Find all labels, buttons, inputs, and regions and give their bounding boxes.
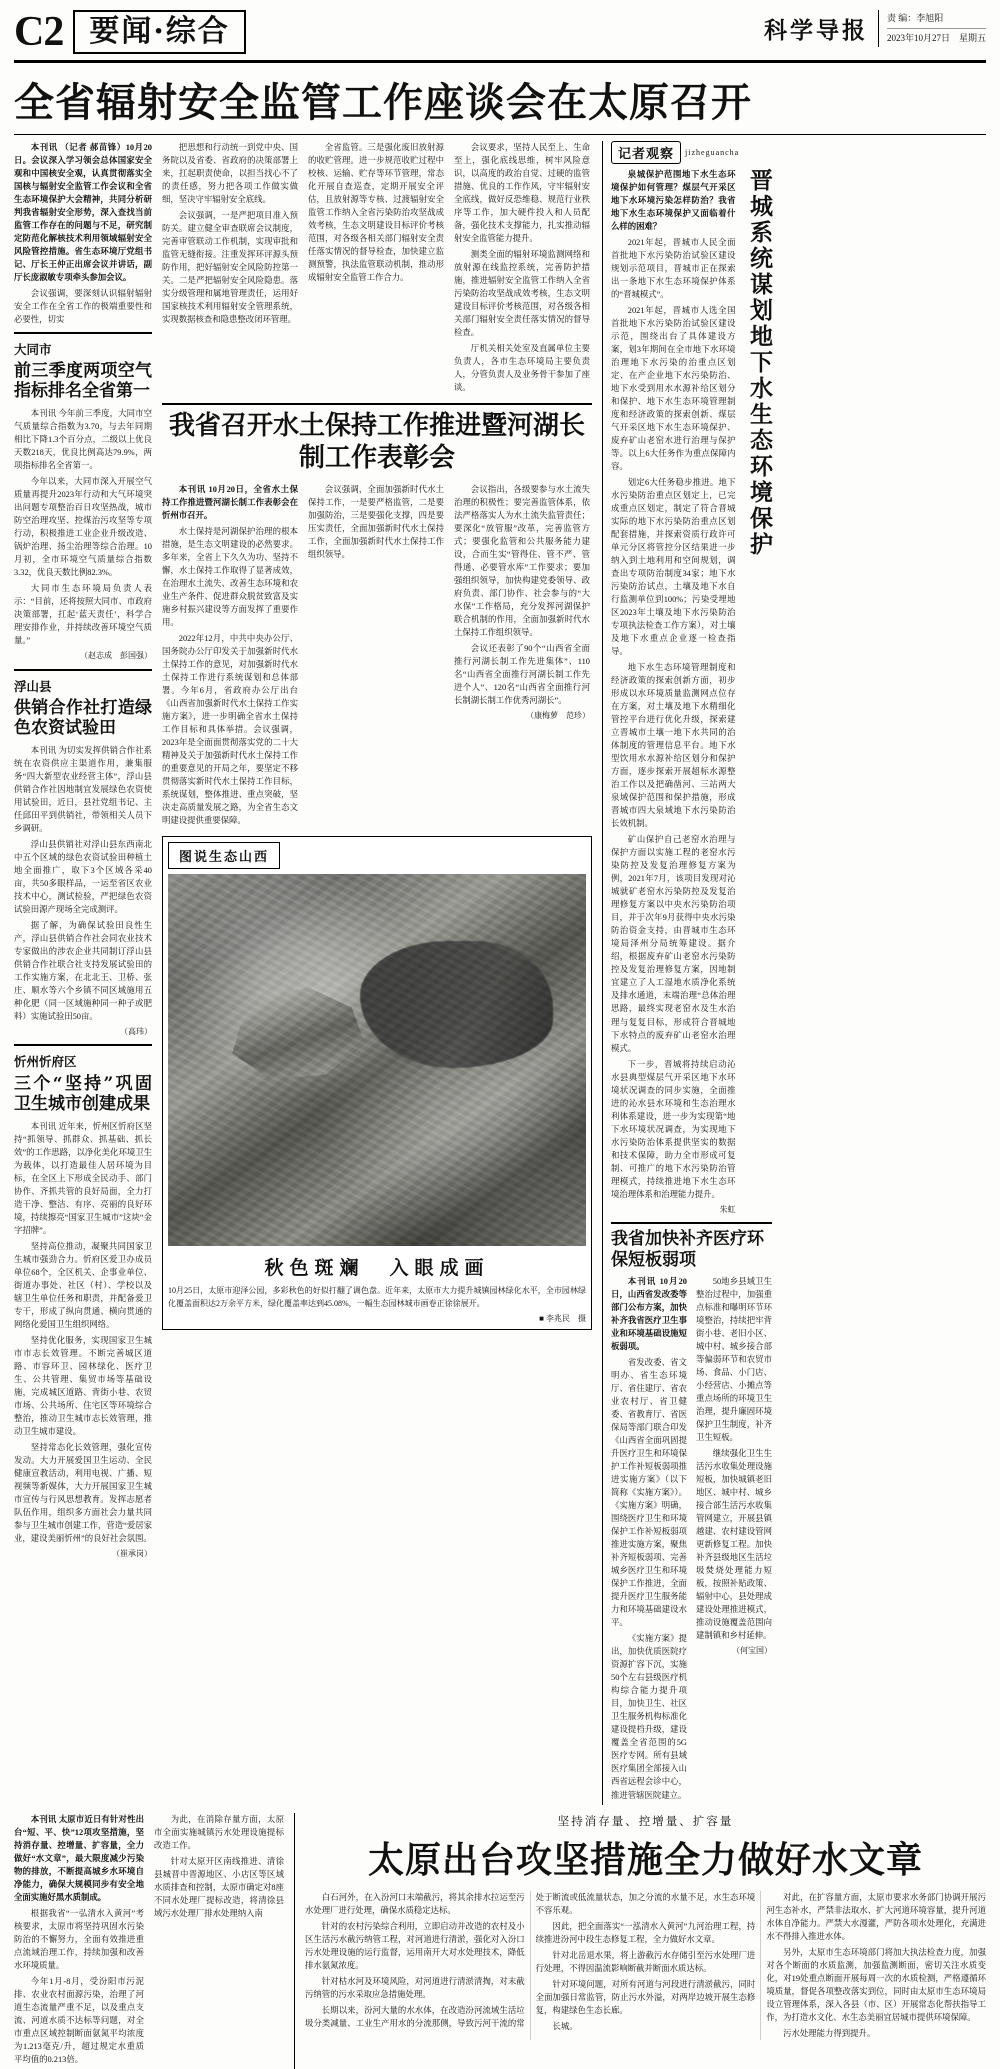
main-story-col2 bbox=[162, 141, 298, 397]
main-story-p7: 测类全面的辐射环境监测网络和放射源在线监控系统，完善防护措施，推进辐射安全监管工作纳入全省污染防治攻坚战成效考核，生态文明建设目标评价考核范围，对各级各相关部门辐射安全责任落实情况的督导检查。 bbox=[454, 249, 590, 337]
fushan-p1: 本刊讯 为切实发挥供销合作社系统在农资供应主渠道作用，兼集服务“四大新型农业经营主体”，浮山县供销合作社因地制宜发展绿色农资使用试验田，近日，县社党组书记、主任邱田平到供销社，带领相关人员下乡调研。 bbox=[14, 745, 152, 833]
photo-tag: 图说生态山西 bbox=[168, 842, 280, 869]
region-label-xinzhou: 忻州忻府区 bbox=[14, 1054, 77, 1070]
bottom-left-p5: 针对太原开区南线推进、清徐县城晋中晋源地区、小店区等区域水质排查和控制，太原市确定对8座不同水处理厂提标改造，将清徐县域污水处理厂排水处理纳入南 bbox=[154, 1856, 284, 1918]
bottom-headline: 太原出台攻坚措施全力做好水文章 bbox=[367, 1838, 923, 1881]
masthead bbox=[14, 10, 986, 63]
photo-image bbox=[168, 874, 586, 1246]
bottom-c6: 针对北岳退水果，将上游截污水存储引至污水处理厂进行处理，不得因温流影响断截并断面水质达标。 bbox=[535, 1950, 756, 1973]
bottom-left-col1 bbox=[14, 1813, 144, 2069]
right-p5: 地下水生态环境管理制度和经济政策的探索创新方面，初步形成以水环境质量监测网点位存在方案，对土壤及地下水精细化管控平台进行优化升级，探索建立晋城市土壤一地下水共同的治体制度的管理信息平台。地下水型饮用水水源补给区划分和保护方面，逐步探索开展超标水源整治工作以及把确凿河、三站两大泉域保护范围和保护措施，形成晋城市四大泉域地下水污染防治长效机制。 bbox=[611, 663, 736, 829]
feature-p3: 2022年12月，中共中央办公厅、国务院办公厅印发关于加强新时代水土保持工作的意见，对加强新时代水土保持工作进行系统谋划和总体部署。今年6月，省政府办公厅出台《山西省加强新时代水土保持工作实施方案》，进一步明确全省水土保持工作目标和具体举措。会议强调，2023年是全面面贯彻落实党的二十大精神及关于加强新时代水土保持工作的重要意见的开局之年，要坚定不移贯彻落实新时代水土保持工作目标，系统谋划，整体推进、重点突破，坚决走高质量发展之路，为全省生态文明建设提供重要保障。 bbox=[162, 633, 298, 826]
medical-p5: 继续强化卫生生活污水收集处理设施短板，加快城镇老旧地区、城中村、城乡接合部生活污水收集管网建立，开展县镇越建、农村建设管网更新修复工程。加快补齐县级地区生活垃圾焚烧处理能力短板，按照补贴政策、辐射中心，县处理成建设处理推进模式，推动设施覆盖范围向建制镇和乡村延伸。 bbox=[696, 1449, 772, 1641]
datong-p3: 大同市生态环境局负责人表示：“目前，还将按照大同市、市政府决策部署，扛起‘蓝天责任’，科学合理安排作业，并持续改善环境空气质量。” bbox=[14, 584, 152, 646]
vertical-headline: 晋城系统谋划地下水生态环境保护 bbox=[746, 167, 773, 558]
headline-rule bbox=[14, 134, 986, 135]
feature-col3 bbox=[454, 483, 590, 830]
region-label-datong: 大同市 bbox=[14, 341, 52, 357]
bottom-section bbox=[14, 1813, 986, 2069]
section-title: 要闻·综合 bbox=[73, 10, 245, 54]
main-story-continuation bbox=[162, 141, 592, 397]
bottom-left-p3: 今年1月-8月，受汾阳市污泥排、农业农村面源污染，治理了河道生态流量严重不足，以及重点支流、河道水质不达标等问题，对全市重点区域控制断面氨氮平均浓度为1.213毫克/升，超过规定水重质平均值的0.213倍。 bbox=[14, 1976, 144, 2064]
photo-pond-shape bbox=[360, 941, 552, 1067]
main-story-p5: 全省监管。三是强化废旧放射源的收贮管理。进一步规范收贮过程中校核、运输、贮存等环节管理，常态化开展自查巡查，定期开展安全评估，且放射源等专核、过渡辐射安全监管工作纳入全省污染防治攻坚战成效考核，生态文明建设目标评价考核范围，对各级各相关部门辐射安全责任落实情况的督导检查，加快建立监测预警，执法监管联动机制，推动形成辐射安全监管工作合力。 bbox=[308, 142, 444, 282]
divider-right bbox=[611, 1222, 772, 1224]
right-p3: 2021年起，晋城市人选全国首批地下水污染防治试验区建设示范，围绕出台了具体建设方案，划3年期间在全市地下水环境治理地下水污染的治重点区划定、在产企业地下水污染防治、地下水受到用水水源补给区划分和保护、地下水生态环境管理制度和经济政策的探索创新、煤层气开采区地下水生态环境保护、废弃矿山老窑水进行治理与保护等。以上6大任务作为重点保障内容。 bbox=[611, 305, 736, 471]
sub-headline-fushan: 供销合作社打造绿色农资试验田 bbox=[14, 697, 152, 739]
bottom-left-column bbox=[14, 1813, 284, 2069]
feature-col1 bbox=[162, 483, 298, 830]
xinzhou-p2: 坚持高位推动，凝聚共同国家卫生城市强劲合力。忻府区爱卫办成员单位68个，全区机关、企事业单位、街道办事处、社区（村）、学校以及辖卫生单位任务和职责，并配备爱卫专干，形成了纵向贯通、横向贯通的网络化爱国卫生组织网络。 bbox=[14, 1241, 152, 1329]
main-story-p1: 本刊讯 （记者 郝苗锋）10月20日。会议深入学习领会总体国家安全观和中国核安全观，认真贯彻落实全国核与辐射安全监管工作会议和全省生态环境保护大会精神，共同分析研判我省辐射安全形势，深入查找当前监管工作存在的问题与不足，研究制定防范化解核技术利用领域辐射安全风险管控措施。省生态环境厅党组书记、厅长王仲正出席会议并讲话，副厅长庞淑敏专项牵头参加会议。 bbox=[14, 142, 152, 282]
medical-p1: 本刊讯 10月20日，山西省发改委等部门公布方案，加快补齐我省医疗卫生事业和环境基础设施短板弱项。 bbox=[611, 1276, 687, 1351]
photo-credit: ■ 李兆民 摄 bbox=[539, 1313, 586, 1323]
divider-1 bbox=[14, 332, 152, 334]
fushan-p2: 浮山县供销社对浮山县东西南北中五个区域的绿色农资试验田种植土地全面推广，取下3个区域各采40亩，共50多眼样品，一运至省区农业技术中心，测试检验，严把绿色农资试验田源产现场全完成测评。 bbox=[14, 839, 152, 914]
feature-headline: 我省召开水土保持工作推进暨河湖长制工作表彰会 bbox=[168, 410, 585, 474]
reporter-observation-pinyin: jizheguancha bbox=[685, 147, 740, 157]
main-grid bbox=[14, 141, 986, 1805]
sub-headline-xinzhou: 三个“坚持”巩固卫生城市创建成果 bbox=[14, 1073, 152, 1115]
photo-roof-shape bbox=[227, 986, 369, 1083]
feature-body bbox=[162, 483, 592, 830]
right-p2: 2021年起，晋城市人民全面首批地下水污染防治试验区建设规划示范项目，晋城市正在探索出一条地下水生态环境保护体系的“晋城模式”。 bbox=[611, 237, 736, 299]
meta-divider bbox=[887, 28, 986, 29]
main-story-p8: 厅机关相关处室及直属单位主要负责人，各市生态环境局主要负责人，分管负责人及业务骨干参加了座谈。 bbox=[454, 343, 590, 392]
feature-p2: 水土保持是河湖保护治理的根本措施，是生态文明建设的必然要求。多年来，全省上下久久为功、坚持不懈，水土保持工作取得了显著成效，在治理水土流失、改善生态环境和农业生产条件、促进群众脱贫致富及实施乡村振兴建设等方面发挥了重要作用。 bbox=[162, 526, 298, 627]
masthead-left bbox=[14, 10, 246, 54]
photo-caption: 10月25日，太原市迎泽公园，多彩秋色的好似打翻了调色盘。近年来，太原市大力提升城镇园林绿化水平，全市园林绿化覆盖面积达2万余平方米，绿化覆盖率达到45.08%，一幅生态园林城市画卷正徐徐展开。 bbox=[168, 1286, 586, 1308]
byline-fushan: （高玮） bbox=[120, 1027, 152, 1037]
right-p6: 矿山保护自己老窑水治理与保护方面以实施工程的老窑水污染防控及发复治理修复方案为例，2021年7月，该项目发现对沁城就矿老窑水污染防控及发复治理修复方案以中央水污染防治项目，并于次年9月获得中央水污染防治资金支持，由晋城市生态环境局泽州分局统筹建设。据介绍，根据废弃矿山老窑水污染防控及发复治理修复方案，因地制宜建立了人工湿地水质净化系统及排水通道，末端治理“总体治理思路，最终实现老窑水及生水治理与复复目标，形成符合晋城地下水特点的废弃矿山老窑水治理模式。 bbox=[611, 835, 736, 1053]
main-story-p3: 把思想和行动统一到党中央、国务院以及省委、省政府的决策部署上来，扛起职责使命，以担当找心不了的责任感，努力把各项工作做实做细，坚决守牢辐射安全底线。 bbox=[162, 142, 298, 204]
publication-date: 2023年10月27日 星期五 bbox=[886, 33, 986, 44]
byline-right: 朱虹 bbox=[719, 1204, 736, 1214]
divider-feature bbox=[162, 403, 592, 405]
medical-article-body bbox=[611, 1275, 772, 1805]
main-story-p2: 会议强调，要深刻认识辐射辐射安全工作在全省工作的极端重要性和必要性，切实 bbox=[14, 288, 152, 324]
paper-name: 科学导报 bbox=[763, 17, 868, 44]
photo-block bbox=[162, 836, 592, 1330]
bottom-c7: 针对环境问题，对所有河道与河段进行清淤截污，同时全面加强日常监管，防止污水外溢，对两岸边坡开展生态修复，构建绿色生态长廊。 bbox=[535, 1979, 756, 2015]
main-story-p6: 会议要求，坚持人民至上、生命至上，强化底线思维，树牢风险意识，以高度的政治自觉、过硬的监管措施、优良的工作作风，守牢辐射安全底线，做好反恐维稳、规范行业秩序等工作，加大硬件投入和人员配备，强化技术支撑能力，扎实推动辐射安全监管能力提升。 bbox=[454, 142, 590, 243]
divider-2 bbox=[14, 669, 152, 671]
xinzhou-p4: 坚持常态化长效管理，强化宣传发动。大力开展爱国卫生运动、全民健康宣教活动，利用电视、广播、短视频等新媒体，大力开展国家卫生城市宣传与行风思想教育。发挥志愿者队伍作用，组织多方面社会力量共同参与卫生城市创建工作，营造“爱居家业，建设美丽忻州”的良好社会氛围。 bbox=[14, 1442, 152, 1544]
feature-p4: 会议强调，全面加强新时代水土保持工作，一是要严格监管，二是要加强防治，三是要强化支撑，四是要压实责任，全面加强新时代水土保持工作，全面加强新时代水土保持工作组织领导。 bbox=[308, 484, 444, 559]
masthead-right bbox=[764, 10, 986, 47]
right-p7: 下一步，晋城将持续启动沁水县典型煤层气开采区地下水环境状况调查的同步实施，全面推进的沁水县水环境和生态治理水利体系建设，进一步为实现第“地下水环境状况调查，为实现地下水污染防治体系提供坚实的数据和技术保障，助力全市形成可复制、可推广的地下水污染防治管理模式，持续推进地下水生态环境治理体系和治理能力提升。 bbox=[611, 1059, 736, 1199]
feature-p5: 会议指出，各级要参与水土流失治理的积极性；要完善监管体系，依法严格落实人为水土流失监管责任；要深化“放管服”改革，完善监管方式；要强化监管和公共服务能力建设，合而生实“管得住、管不严、管得通、必要管水库”工作要求；要加强组织领导，加快构建党委领导、政府负责、部门协作、社会参与的“大水保”工作格局，充分发挥河湖保护联合机制的作用，全面加强新时代水土保持工作组织领导。 bbox=[454, 484, 590, 637]
bottom-left-p1: 本刊讯 太原市近日有针对性出台“短、平、快”12项攻坚措施，坚持消存量、控增量、扩容量，全力做好“水文章”，最大限度减少污染物的排放，不断提高城乡水环境自净能力，确保大规模同步有安全地全面实施好黑水质制成。 bbox=[14, 1814, 144, 1902]
byline-xinzhou: （崔承岗） bbox=[112, 1549, 152, 1559]
bottom-left-p4: 为此，在消除存量方面，太原市全面实施城镇污水处理设施提标改造工作。 bbox=[154, 1814, 284, 1850]
sub-headline-medical: 我省加快补齐医疗环保短板弱项 bbox=[611, 1229, 764, 1270]
bottom-c2: 针对的农村污染综合利用，立即启动并改造的农村及小区生活污水截污纳管工程，对河道进行清淤，强化对入汾口污水处理设施的运行监督，运用南开大对水处理技术，降低排水氨氮浓度。 bbox=[305, 1921, 525, 1970]
feature-p1: 本刊讯 10月20日，全省水土保持工作推进暨河湖长制工作表彰会在忻州市召开。 bbox=[162, 484, 298, 520]
byline-datong: （赵志成 彭国强） bbox=[80, 651, 152, 661]
feature-col2 bbox=[308, 483, 444, 830]
column-logo bbox=[611, 141, 772, 164]
byline-medical: （何宝国） bbox=[732, 1646, 772, 1656]
right-p1: 泉城保护范围地下水生态环境保护如何管理？煤层气开采区地下水环境污染怎样防治？我省地下水生态环境保护又面临着什么样的困难？ bbox=[611, 169, 736, 231]
region-label-fushan: 浮山县 bbox=[14, 678, 52, 694]
main-story-col4 bbox=[454, 141, 590, 397]
masthead-meta bbox=[878, 10, 986, 47]
bottom-right-column bbox=[294, 1813, 986, 2069]
datong-p2: 今年以来，大同市深入开展空气质量再提升2023年行动和大气环境突出问题专项整治百日攻坚热战，城市防空治理攻坚、控煤治污攻坚等专项行动，积极推进工业企业升级改造、锅炉治理、扬尘治理等综合治理。10月初，全市环境空气质量综合指数3.32，优良天数比例82.3%。 bbox=[14, 476, 152, 578]
fushan-p3: 据了解，为确保试验田良性生产，浮山县供销合作社会同农业技术专家做出的涉农企业共同制订浮山县供销合作社联合社支持发展试验田的工作实施方案，在北北王、卫桥、张庄、顺水等六个乡镇不同区域施用五种化肥（同一区域施种同一种子或肥料）实施试验田50亩。 bbox=[14, 920, 152, 1022]
bottom-c1: 白石河外，在入汾河口末端截污，将其余排水拉运至污水处理厂进行处理，确保水质稳定达标。 bbox=[305, 1892, 525, 1915]
bottom-c5: 因此，把全面落实“一泓清水入黄河”九河治理工程，持续推进汾河中段生态修复工程，全力做好水文章。 bbox=[535, 1921, 756, 1944]
medical-col1 bbox=[611, 1275, 687, 1805]
xinzhou-p3: 坚持优化服务，实现国家卫生城市市志长效管理。不断完善城区道路、市容环卫、园林绿化、医疗卫生、公共管理、集贸市场等基础设施，完成城区道路、背街小巷、农贸市场、公共场所、住宅区等环境综合整治，推动卫生城市志长效管理，推动卫生城市建设。 bbox=[14, 1335, 152, 1436]
bottom-c3: 针对枯水河及环境风险，对河道进行清淤清掏，对末截污纳管的污水采取应急措施处理。 bbox=[305, 1976, 525, 1999]
bottom-c9b: 另外，太原市生态环境部门将加大执法检查力度，加强对各个断面的水质监测，加强监测断面，密切关注水质变化，对19处重点断面开展每周一次的水质检测，严格遵循环境质量，督促各项整改落实到位，同时由太原市生态环境局设立管理体系，深入各县（市、区）开展常态化帮扶指导工作，为打造水文化、水生态美丽宜居城市提供环境保障。 bbox=[766, 1947, 986, 2022]
bottom-left-p2: 根据我省“一弘清水入黄河”考核要求，太原市将坚持巩固水污染防治的不懈努力，全面有效推进重点流域治理工作，持续加强和改善水环境质量。 bbox=[14, 1908, 144, 1970]
main-story-col3 bbox=[308, 141, 444, 397]
datong-p1: 本刊讯 今年前三季度，大同市空气质量综合指数为3.70，与去年同期相比下降1.3个百分点，二级以上优良天数218天，优良比例高达79.9%，两项指标排名全省第一。 bbox=[14, 408, 152, 470]
page-number: C2 bbox=[14, 8, 64, 55]
reporter-observation-badge: 记者观察 bbox=[611, 141, 681, 164]
right-article-body bbox=[611, 168, 736, 1217]
medical-p2: 省发改委、省文明办、省生态环境厅、省住建厅、省农业农村厅、省卫健委、省教育厅、省医保局等部门联合印发《山西省全面巩固提升医疗卫生和环境保护工作补短板弱项推进实施方案》（以下简称《实施方案》）。《实施方案》明确，围绕医疗卫生和环境保护工作补短板弱项推进实施方案，聚焦补齐短板弱项、完善城乡医疗卫生和环境保护工作推进，全面提升医疗卫生服务能力和环境基础建设水平。 bbox=[611, 1357, 687, 1628]
xinzhou-p1: 本刊讯 近年来，忻州区忻府区坚持“抓领导、抓群众、抓基础、抓长效”的工作思路，以净化美化环境卫生为载体，以打造最佳人居环境为目标，在全区上下形成全民动手、部门协作、齐抓共管的良好局面，全力打造干净、整洁、有序、亮丽的良好环境，持续擦亮“国家卫生城市”这块“金字招牌”。 bbox=[14, 1121, 152, 1235]
column-right bbox=[602, 141, 772, 1805]
bottom-c9: 对此，在扩容量方面，太原市要求水务部门协调开展污河生态补水，严禁非法取水、扩大河道环境容量，提升河道水体自净能力。严禁大水漫灌，严防各项水处理化，充满进水不得排入推进水体。 bbox=[766, 1892, 986, 1941]
main-headline: 全省辐射安全监管工作座谈会在太原召开 bbox=[14, 78, 752, 126]
medical-p3: 《实施方案》提出，加快优质医院疗资源扩容下沉，实施50个左右县级医疗机构综合能力提升项目，加快卫生、社区卫生服务机构标准化建设提档升级，建设覆盖全省范围的5G医疗专网。所有县域医疗集团全部接入山西省远程会诊中心，推进管辖医院建立。 bbox=[611, 1634, 687, 1800]
byline-feature: （康梅萝 范珍） bbox=[526, 711, 590, 721]
bottom-left-cols bbox=[14, 1813, 284, 2069]
medical-col2 bbox=[696, 1275, 772, 1805]
medical-p4: 50地乡县域卫生整治过程中，加强重点标准和曝明环节环境整治，持续把牢背街小巷、老旧小区、城中村、城乡接合部等偏弱环节和农贸市场、食品、小门店、小经营店、小摊点等重点场所的环境卫生治理，提升廉固环境保护卫生制度，补齐卫生短板。 bbox=[696, 1276, 772, 1443]
right-p4: 划定6大任务稳步推进。地下水污染防治重点区划定上，已完成重点区划定，制定了符合晋城实际的地下水污染防治重点区划配套措施，并探索资质行政许可单元分区将管控分区结果进一步纳入到土地利用和空间规划，调查出专项防治制度34家；地下水污染防治试点，土壤及地下水自行监测单位到100%；污染受埋地区2023年土壤及地下水污染防治专项执法检查工作方案），对土壤及地下水重点企业逐一检查指导。 bbox=[611, 477, 736, 657]
bottom-c8: 长城。 bbox=[552, 2021, 578, 2031]
bottom-body bbox=[305, 1891, 986, 2040]
column-middle-wrap bbox=[162, 141, 592, 1805]
editor-label: 责 编：李旭阳 bbox=[886, 13, 944, 23]
divider-3 bbox=[14, 1044, 152, 1046]
bottom-left-col2 bbox=[154, 1813, 284, 2069]
bottom-c10: 污水处理能力得到提升。 bbox=[783, 2028, 876, 2038]
photo-caption-title: 秋色斑斓 入眼成画 bbox=[264, 1257, 490, 1280]
feature-p6: 会议还表彰了90个“山西省全面推行河湖长制工作先进集体”、110名“山西省全面推行河湖长制工作先进个人”、120名“山西省全面推行河长制湖长制工作优秀河湖长”。 bbox=[454, 643, 590, 706]
main-story-p4: 会议强调，一是严把项目准入预防关。建立健全审查联席会议制度，完善审管联动工作机制，实现审批和监管无缝衔接。注重发挥环评源头预防作用，把好辐射安全风险防控第一关。二是严把辐射安全风险隐患。落实分级管理和属地管理责任，运用好国家核技术利用辐射安全管理系统，实现数据核查和隐患整改闭环管理。 bbox=[162, 210, 298, 324]
bottom-kicker: 坚持消存量、控增量、扩容量 bbox=[557, 1815, 734, 1828]
bottom-c4: 长期以来，汾河大量的水水体，在改造汾河流域生活垃圾分类减量、工业生产用水的分流那侧，导致污河干流的常处于断流或低流量状态，加之分流的水量不足，水生态环境不容乐观。 bbox=[305, 1892, 756, 2028]
sub-headline-datong: 前三季度两项空气指标排名全省第一 bbox=[14, 361, 152, 402]
vertical-headline-wrap bbox=[611, 168, 772, 1217]
column-left bbox=[14, 141, 152, 1805]
